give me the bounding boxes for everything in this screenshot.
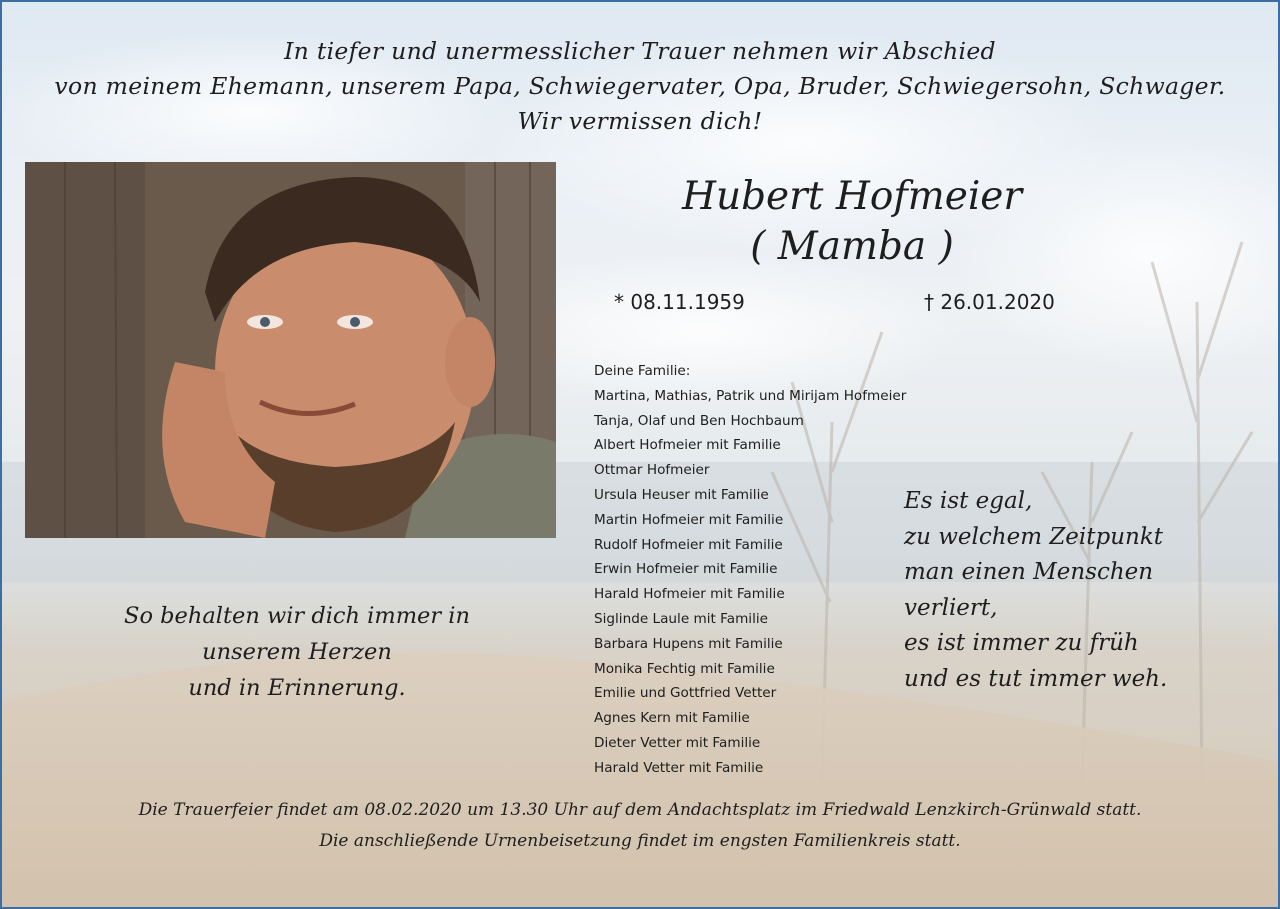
family-member: Barbara Hupens mit Familie xyxy=(594,635,783,652)
quote-left xyxy=(62,598,532,706)
quote-right-line: es ist immer zu früh xyxy=(904,630,1139,657)
quote-right-line: zu welchem Zeitpunkt xyxy=(904,523,1164,550)
family-member: Agnes Kern mit Familie xyxy=(594,710,750,727)
family-member: Erwin Hofmeier mit Familie xyxy=(594,561,778,578)
family-member: Albert Hofmeier mit Familie xyxy=(594,437,781,454)
family-list xyxy=(594,359,906,781)
header-text xyxy=(2,34,1278,139)
family-member: Dieter Vetter mit Familie xyxy=(594,734,761,751)
quote-left-line: und in Erinnerung. xyxy=(188,675,406,701)
family-member: Rudolf Hofmeier mit Familie xyxy=(594,536,783,553)
footer-text xyxy=(2,795,1278,857)
birth-date: * 08.11.1959 xyxy=(614,290,745,314)
death-date: † 26.01.2020 xyxy=(924,290,1055,314)
quote-right-line: und es tut immer weh. xyxy=(904,665,1168,692)
header-line: In tiefer und unermesslicher Trauer nehmen wir Abschied xyxy=(284,37,996,65)
family-title: Deine Familie: xyxy=(594,363,691,379)
family-member: Emilie und Gottfried Vetter xyxy=(594,685,777,702)
family-member: Harald Hofmeier mit Familie xyxy=(594,586,785,603)
header-line: von meinem Ehemann, unserem Papa, Schwiegervater, Opa, Bruder, Schwiegersohn, Schwager. xyxy=(54,72,1226,100)
quote-right xyxy=(904,484,1167,698)
family-member: Martina, Mathias, Patrik und Mirijam Hofmeier xyxy=(594,387,907,404)
quote-right-line: Es ist egal, xyxy=(904,488,1033,514)
quote-right-line: verliert, xyxy=(904,594,998,621)
footer-line: Die anschließende Urnenbeisetzung findet im engsten Familienkreis statt. xyxy=(319,831,961,851)
family-member: Martin Hofmeier mit Familie xyxy=(594,511,784,528)
deceased-nickname: ( Mamba ) xyxy=(750,224,954,269)
header-line: Wir vermissen dich! xyxy=(517,107,763,135)
footer-line: Die Trauerfeier findet am 08.02.2020 um 13.30 Uhr auf dem Andachtsplatz im Friedwald Lenzkirch-Grünwald statt. xyxy=(138,800,1142,820)
family-member: Harald Vetter mit Familie xyxy=(594,759,764,776)
family-member: Monika Fechtig mit Familie xyxy=(594,660,775,677)
family-member: Ottmar Hofmeier xyxy=(594,462,710,479)
family-member: Siglinde Laule mit Familie xyxy=(594,610,769,627)
quote-right-line: man einen Menschen xyxy=(904,559,1154,586)
deceased-name: Hubert Hofmeier xyxy=(681,174,1023,219)
family-member: Tanja, Olaf und Ben Hochbaum xyxy=(594,412,804,429)
deceased-name-block xyxy=(602,172,1102,272)
quote-left-line: So behalten wir dich immer in xyxy=(124,603,470,629)
quote-left-line: unserem Herzen xyxy=(202,639,392,665)
portrait-photo xyxy=(25,162,556,538)
portrait-image xyxy=(25,162,556,538)
family-member: Ursula Heuser mit Familie xyxy=(594,486,769,503)
